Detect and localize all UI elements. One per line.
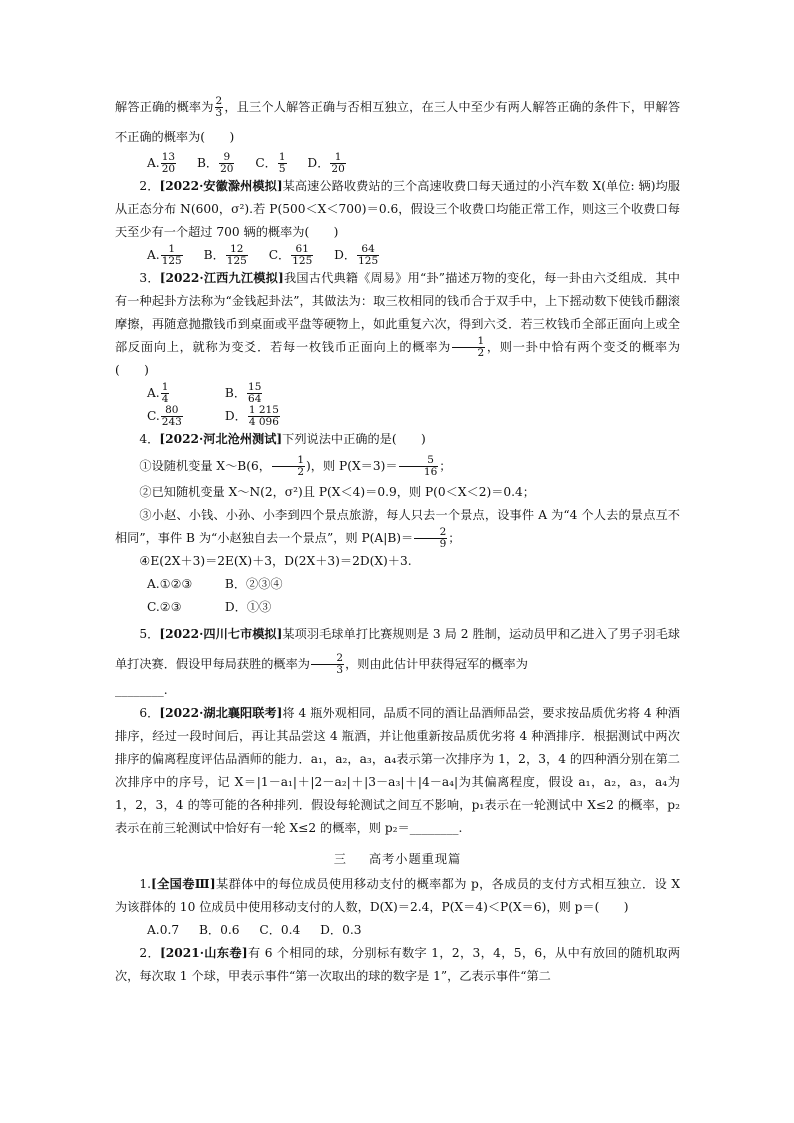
question-5: 5．[2022·四川七市模拟]某项羽毛球单打比赛规则是 3 局 2 胜制，运动员甲和乙进入了男子羽毛球单打决赛．假设甲每局获胜的概率为 $\frac{2}{3}$ ，则由此估计甲获得冠军的概率为 xyxy=(115,627,680,676)
option-d: D． $\frac{64}{125}$ xyxy=(334,243,379,267)
fraction: $\frac{2}{3}$ xyxy=(311,653,344,676)
option-c: C． $\frac{61}{125}$ xyxy=(268,243,313,267)
option-c: C.②③ xyxy=(147,600,182,614)
statement-3: ③小赵、小钱、小孙、小李到四个景点旅游，每人只去一个景点，设事件 A 为“4 个人去的景点互不相同”，事件 B 为“小赵独自去一个景点”，则 P(A|B)＝ $\frac{2}{9}$ ； xyxy=(115,508,680,550)
option-b: B．②③④ xyxy=(224,577,283,591)
question-4: 4．[2022·河北沧州测试]下列说法中正确的是( ) xyxy=(139,432,426,446)
fraction: $\frac{1}{2}$ xyxy=(452,336,485,359)
option-d: D．0.3 xyxy=(320,923,362,937)
option-c: C． $\frac{1}{5}$ xyxy=(255,151,286,175)
review-question-2: 2．[2021·山东卷]有 6 个相同的球，分别标有数字 1，2，3，4，5，6，从中有放回的随机取两次，每次取 1 个球，甲表示事件“第一次取出的球的数字是 1”，乙表示事件“第二 xyxy=(115,946,681,983)
question-source: [全国卷Ⅲ] xyxy=(151,877,216,891)
option-b: B． $\frac{12}{125}$ xyxy=(203,243,247,267)
question-source: [2021·山东卷] xyxy=(160,946,248,960)
option-a: A. $\frac{1}{125}$ xyxy=(147,243,182,267)
answer-blank: ________. xyxy=(115,683,168,697)
option-c: C．0.4 xyxy=(259,923,301,937)
question-3-options-row2 xyxy=(147,405,680,428)
question-3: 3．[2022·江西九江模拟]我国古代典籍《周易》用“卦”描述万物的变化，每一卦由六爻组成．其中有一种起卦方法称为“金钱起卦法”，其做法为：取三枚相同的钱币合于双手中，上下摇动数下使钱币翻滚摩擦，再随意抛撒钱币到桌面或平盘等硬物上，如此重复六次，得到六爻．若三枚钱币全部正面向上或全部反面向上，就称为变爻．若每一枚钱币正面向上的概率为 $\frac{1}{2}$ ，则一卦中恰有两个变爻的概率为( ) xyxy=(115,271,681,377)
fraction: $\frac{2}{3}$ xyxy=(215,95,223,119)
question-prev-options xyxy=(147,152,680,175)
question-source: [2022·河北沧州测试] xyxy=(159,432,283,446)
option-d: D． $\frac{1 215}{4 096}$ xyxy=(224,404,279,428)
option-b: B． $\frac{15}{64}$ xyxy=(224,381,262,405)
option-a: A.0.7 xyxy=(147,923,180,937)
question-2: 2．[2022·安徽滁州模拟]某高速公路收费站的三个高速收费口每天通过的小汽车数 X(单位: 辆)均服从正态分布 N(600，σ²).若 P(500＜X＜700)＝0.6，假设三个收费口均能正常工作，则这三个收费口每天至少有一个超过 700 辆的概率为( ) xyxy=(115,179,680,239)
document-page xyxy=(115,92,680,988)
statement-2: ②已知随机变量 X～N(2，σ²)且 P(X＜4)＝0.9，则 P(0＜X＜2)＝0.4； xyxy=(139,485,535,499)
question-prev-text: 解答正确的概率为 $\frac{2}{3}$ ，且三个人解答正确与否相互独立，在三人中至少有两人解答正确的条件下，甲解答不正确的概率为( ) xyxy=(115,95,681,144)
option-b: B．0.6 xyxy=(198,923,240,937)
statement-4: ④E(2X＋3)＝2E(X)＋3，D(2X＋3)＝2D(X)＋3. xyxy=(139,554,412,568)
question-source: [2022·江西九江模拟] xyxy=(159,271,284,285)
question-4-options-row1 xyxy=(147,573,680,596)
review-question-1-options xyxy=(147,919,680,942)
statement-1: ①设随机变量 X～B(6， $\frac{1}{2}$ )，则 P(X＝3)＝ $\frac{5}{16}$ ； xyxy=(139,454,452,478)
question-2-options xyxy=(147,244,680,267)
question-source: [2022·湖北襄阳联考] xyxy=(159,706,283,720)
section-heading: 三 高考小题重现篇 xyxy=(333,852,462,866)
review-question-1: 1.[全国卷Ⅲ]某群体中的每位成员使用移动支付的概率都为 p，各成员的支付方式相互独立．设 X 为该群体的 10 位成员中使用移动支付的人数，D(X)＝2.4，P(X＝4)＜P(X＝6)，则 p＝( ) xyxy=(115,877,680,914)
option-a: A. $\frac{1}{4}$ xyxy=(147,381,169,405)
option-b: B． $\frac{9}{20}$ xyxy=(196,151,234,175)
option-d: D．①③ xyxy=(224,600,272,614)
option-a: A. $\frac{13}{20}$ xyxy=(147,151,176,175)
question-4-options-row2 xyxy=(147,596,680,619)
question-source: [2022·安徽滁州模拟] xyxy=(159,179,283,193)
option-d: D． $\frac{1}{20}$ xyxy=(307,151,345,175)
question-source: [2022·四川七市模拟] xyxy=(159,627,283,641)
question-6: 6．[2022·湖北襄阳联考]将 4 瓶外观相同，品质不同的酒让品酒师品尝，要求按品质优劣将 4 种酒排序，经过一段时间后，再让其品尝这 4 瓶酒，并让他重新按品质优劣将 4 种酒排序．根据测试中两次排序的偏离程度评估品酒师的能力．a₁，a₂，a₃，a₄表示第一次排序为 1，2，3，4 的四种酒分别在第二次排序中的序号，记 X＝|1－a₁|＋|2－a₂|＋|3－a₃|＋|4－a₄|为其偏离程度，假设 a₁，a₂，a₃，a₄为 1，2，3，4 的等可能的各种排列．假设每轮测试之间互不影响，p₁表示在一轮测试中 X≤2 的概率，p₂表示在前三轮测试中恰好有一轮 X≤2 的概率，则 p₂＝________. xyxy=(115,706,680,835)
question-3-options-row1 xyxy=(147,382,680,405)
option-c: C. $\frac{80}{243}$ xyxy=(147,404,182,428)
option-a: A.①②③ xyxy=(147,577,193,591)
